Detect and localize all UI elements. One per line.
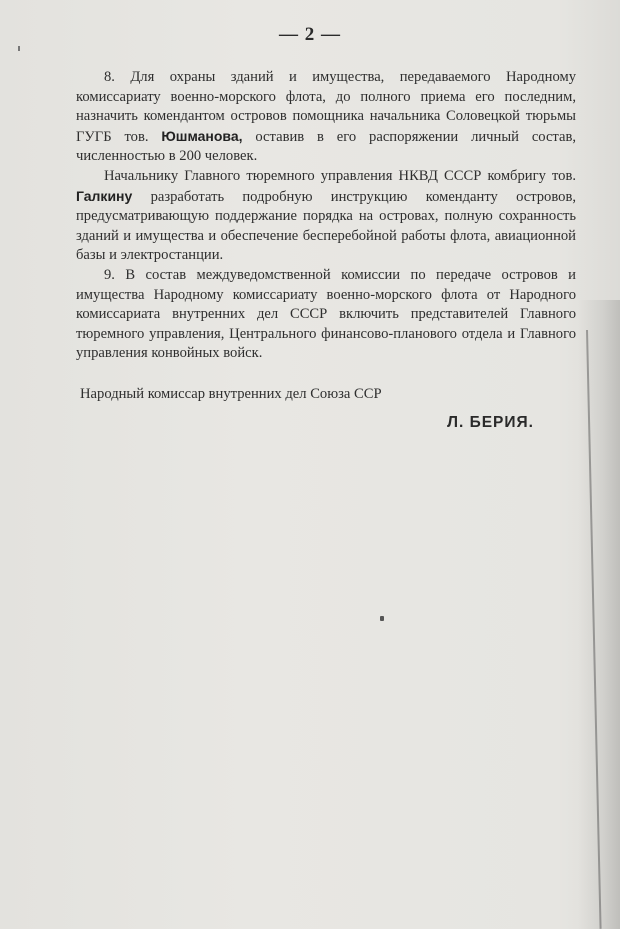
- signature-title: Народный комиссар внутренних дел Союза ССР: [80, 386, 382, 402]
- name-yushmanov: Юшманова,: [161, 127, 243, 144]
- paragraph-9: 9. В состав междуведомственной комиссии по передаче островов и имущества Народному комиссариату военно-морского флота от Народного комиссариата внутренних дел СССР включить представителей Главного тюремного управления, Центрального финансово-планового отдела и Главного управления конвойных войск.: [76, 266, 576, 362]
- name-galkin: Галкину: [76, 187, 133, 204]
- scan-mark: [18, 46, 20, 51]
- document-body: [76, 68, 576, 364]
- paragraph-8-continued: [76, 167, 576, 266]
- scan-speck: [380, 616, 384, 621]
- paragraph-8-text-a: 8. Для охраны зданий и имущества, передаваемого Народному комиссариату военно-морского флота, до полного приема его последним, назначить комендантом островов помощника начальника Соловецкой тюрьмы ГУГБ тов.: [76, 69, 576, 145]
- paragraph-8c-text-a: Начальнику Главного тюремного управления НКВД СССР комбригу тов.: [104, 167, 576, 184]
- paper-fold-line: [586, 330, 602, 929]
- paragraph-8-text-b: оставив в его распоряжении личный состав, численностью в 200 человек.: [76, 128, 577, 165]
- paragraph-8: [76, 68, 576, 167]
- page-number: — 2 —: [279, 24, 341, 45]
- paragraph-8c-text-b: разработать подробную инструкцию коменданту островов, предусматривающую поддержание порядка на островах, полную сохранность зданий и имущества и обеспечение бесперебойной работы флота, авиационной базы и электростанции.: [76, 188, 576, 264]
- paper-fold-shadow: [578, 300, 620, 929]
- signature-name: Л. БЕРИЯ.: [447, 414, 534, 431]
